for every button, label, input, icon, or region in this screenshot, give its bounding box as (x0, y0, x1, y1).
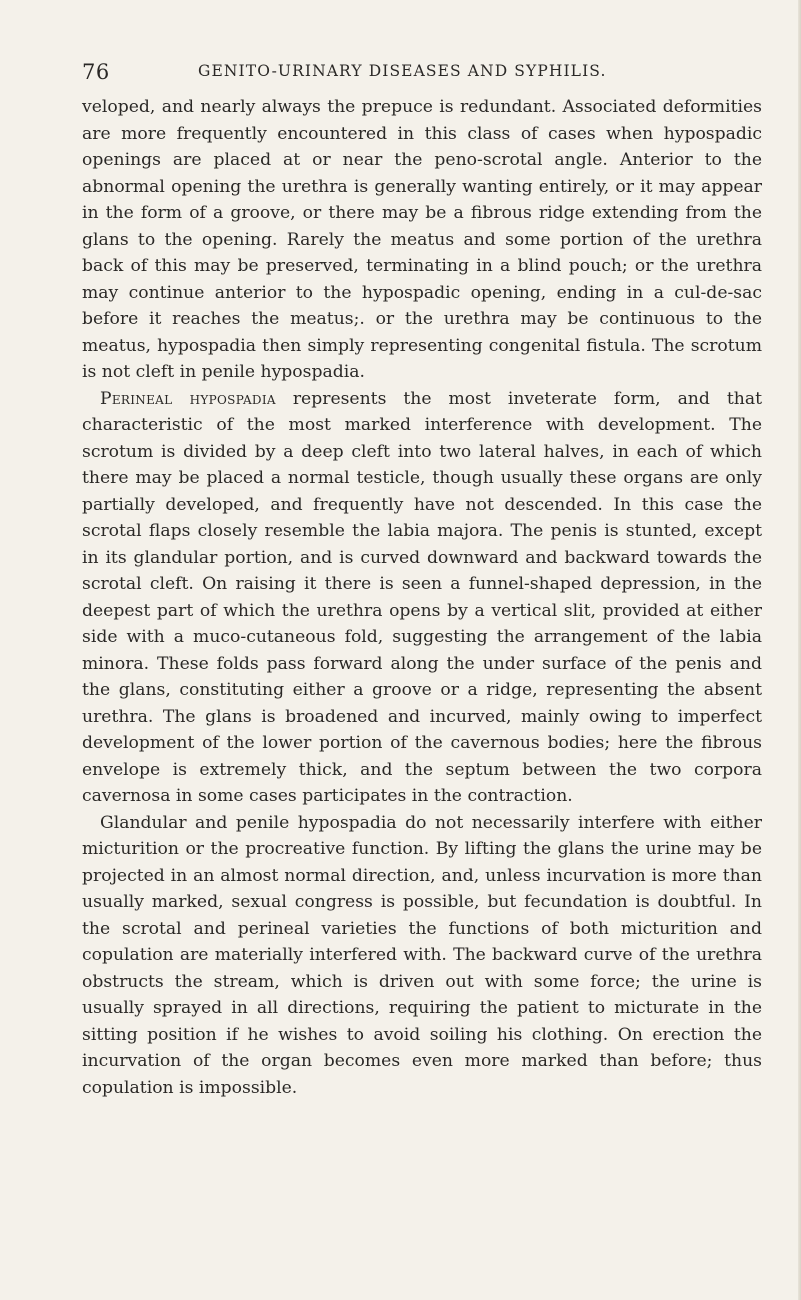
paragraph-lead-term: Perineal hypospadia (100, 388, 276, 409)
paragraph-continued: veloped, and nearly always the prepuce is redundant. Associated deformities are more frequently encountered in this class of cases when hypospadic openings are placed at or near the peno-scrotal angle. Anterior to the abnormal opening the urethra is generally wanting entirely, or it may appear in the form of a groove, or there may be a fibrous ridge extending from the glans to the opening. Rarely the meatus and some portion of the urethra back of this may be preserved, terminating in a blind pouch; or the urethra may continue anterior to the hypospadic opening, ending in a cul-de-sac before it reaches the meatus;. or the urethra may be continuous to the meatus, hypospadia then simply representing congenital fistula. The scrotum is not cleft in penile hypospadia. (82, 97, 762, 382)
running-head (82, 60, 762, 86)
page-number: 76 (82, 60, 110, 84)
paragraph-body: represents the most inveterate form, and that characteristic of the most marked interference with development. The scrotum is divided by a deep cleft into two lateral halves, in each of which there may be placed a normal testicle, though usually these organs are only partially developed, and frequently have not descended. In this case the scrotal flaps closely resemble the labia majora. The penis is stunted, except in its glandular portion, and is curved downward and backward towards the scrotal cleft. On raising it there is seen a funnel-shaped depression, in the deepest part of which the urethra opens by a vertical slit, provided at either side with a muco-cutaneous fold, suggesting the arrangement of the labia minora. These folds pass forward along the under surface of the penis and the glans, constituting either a groove or a ridge, representing the absent urethra. The glans is broadened and incurved, mainly owing to imperfect development of the lower portion of the cavernous bodies; here the fibrous envelope is extremely thick, and the septum between the two corpora cavernosa in some cases participates in the contraction. (82, 388, 762, 806)
body-text (82, 94, 762, 1101)
running-title: GENITO-URINARY DISEASES AND SYPHILIS. (198, 62, 607, 80)
paragraph-glandular-penile: Glandular and penile hypospadia do not necessarily interfere with either micturition or the procreative function. By lifting the glans the urine may be projected in an almost normal direction, and, unless incurvation is more than usually marked, sexual congress is possible, but fecundation is doubtful. In the scrotal and perineal varieties the functions of both micturition and copulation are materially interfered with. The backward curve of the urethra obstructs the stream, which is driven out with some force; the urine is usually sprayed in all directions, requiring the patient to micturate in the sitting position if he wishes to avoid soiling his clothing. On erection the incurvation of the organ becomes even more marked than before; thus copulation is impossible. (82, 812, 762, 1098)
paragraph-perineal-hypospadia (82, 386, 762, 810)
